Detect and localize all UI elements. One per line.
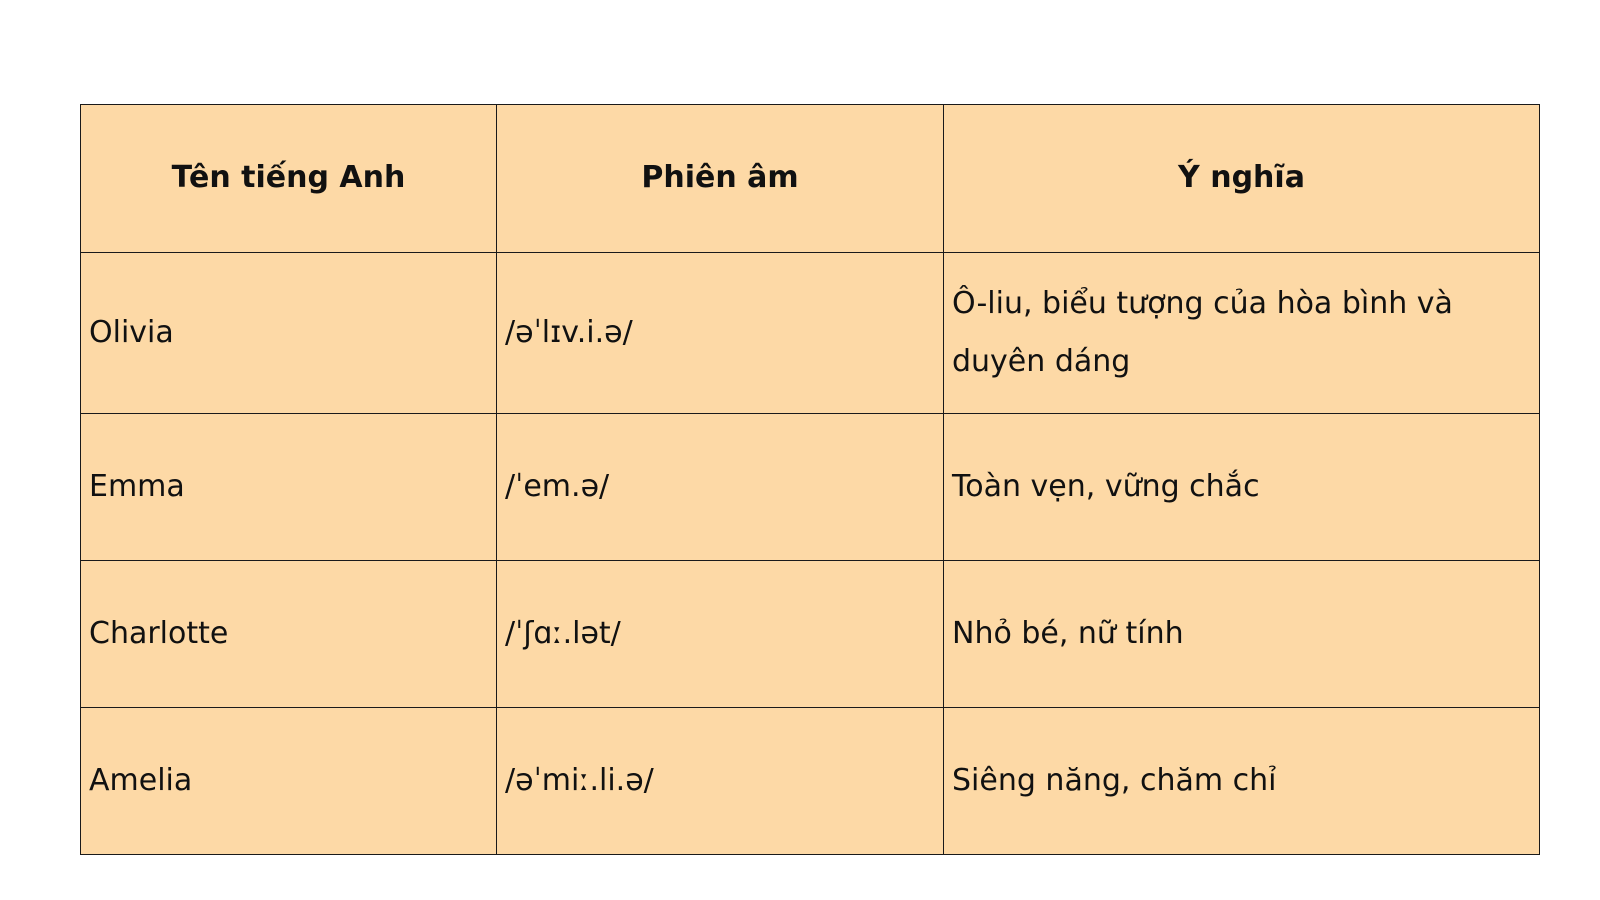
- cell-english-name: Emma: [81, 414, 497, 561]
- cell-pronunciation: /əˈmiː.li.ə/: [497, 708, 944, 855]
- table-row: [81, 708, 1540, 855]
- table-row: [81, 253, 1540, 414]
- cell-pronunciation: /ˈem.ə/: [497, 414, 944, 561]
- cell-english-name: Amelia: [81, 708, 497, 855]
- table-header-row: [81, 105, 1540, 253]
- header-pronunciation: Phiên âm: [497, 105, 944, 253]
- header-meaning: Ý nghĩa: [944, 105, 1540, 253]
- header-english-name: Tên tiếng Anh: [81, 105, 497, 253]
- cell-pronunciation: /əˈlɪv.i.ə/: [497, 253, 944, 414]
- cell-pronunciation: /ˈʃɑː.lət/: [497, 561, 944, 708]
- cell-meaning: Ô-liu, biểu tượng của hòa bình và duyên dáng: [944, 253, 1540, 414]
- table-row: [81, 414, 1540, 561]
- cell-meaning: Nhỏ bé, nữ tính: [944, 561, 1540, 708]
- cell-meaning: Siêng năng, chăm chỉ: [944, 708, 1540, 855]
- cell-meaning: Toàn vẹn, vững chắc: [944, 414, 1540, 561]
- cell-english-name: Olivia: [81, 253, 497, 414]
- cell-english-name: Charlotte: [81, 561, 497, 708]
- table-row: [81, 561, 1540, 708]
- names-table: [80, 104, 1540, 855]
